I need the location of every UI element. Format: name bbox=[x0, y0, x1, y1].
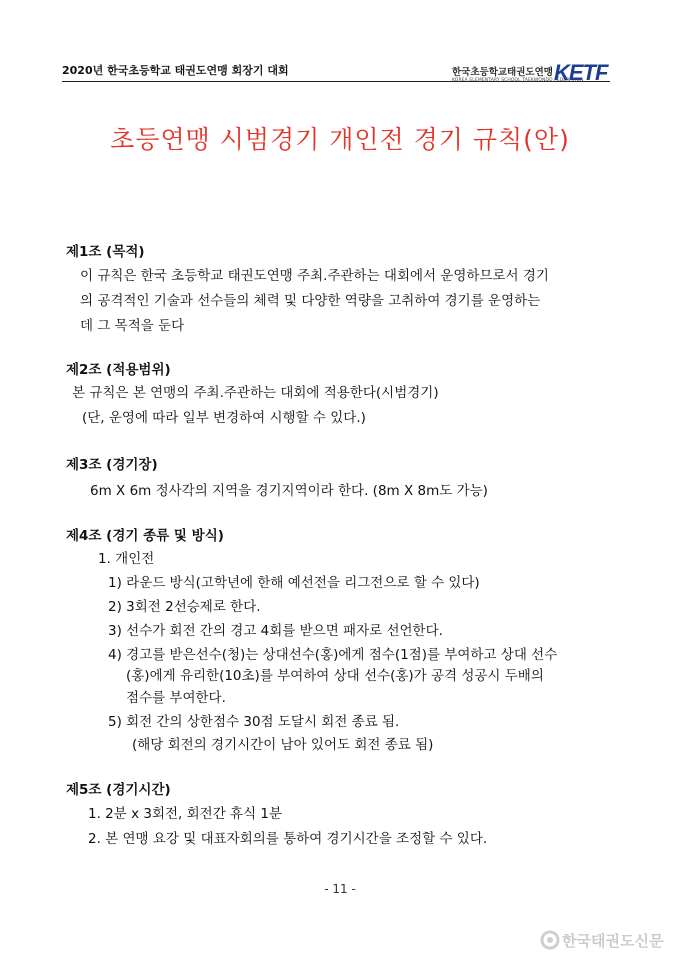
watermark-text: 한국태권도신문 bbox=[562, 932, 664, 950]
logo-mark: KETF bbox=[554, 60, 608, 85]
article4-line: 2) 3회전 2선승제로 한다. bbox=[108, 599, 261, 615]
article4-heading: 제4조 (경기 종류 및 방식) bbox=[66, 528, 224, 544]
article2-line: (단, 운영에 따라 일부 변경하여 시행할 수 있다.) bbox=[82, 410, 366, 426]
article3-line: 6m X 6m 정사각의 지역을 경기지역이라 한다. (8m X 8m도 가능) bbox=[90, 483, 488, 499]
article4-line: 1) 라운드 방식(고학년에 한해 예선전을 리그전으로 할 수 있다) bbox=[108, 575, 480, 591]
article4-sub-heading: 1. 개인전 bbox=[98, 551, 155, 567]
article5-heading: 제5조 (경기시간) bbox=[66, 782, 171, 798]
article4-line: 점수를 부여한다. bbox=[126, 690, 226, 706]
article3-heading: 제3조 (경기장) bbox=[66, 457, 158, 473]
ketf-logo bbox=[452, 60, 612, 92]
article1-heading: 제1조 (목적) bbox=[66, 244, 145, 260]
logo-org-name: 한국초등학교태권도연맹 bbox=[452, 67, 553, 78]
article4-line: 5) 회전 간의 상한점수 30점 도달시 회전 종료 됨. bbox=[108, 714, 400, 730]
article2-heading: 제2조 (적용범위) bbox=[66, 362, 171, 378]
article1-line: 데 그 목적을 둔다 bbox=[80, 318, 185, 334]
article2-line: 본 규칙은 본 연맹의 주최.주관하는 대회에 적용한다(시범경기) bbox=[72, 385, 439, 401]
document-title: 초등연맹 시범경기 개인전 경기 규칙(안) bbox=[110, 125, 570, 154]
article4-line: 4) 경고를 받은선수(청)는 상대선수(홍)에게 점수(1점)를 부여하고 상대 선수 bbox=[108, 647, 558, 663]
article1-line: 이 규칙은 한국 초등학교 태권도연맹 주최.주관하는 대회에서 운영하므로서 경기 bbox=[80, 268, 549, 284]
header-title: 2020년 한국초등학교 태권도연맹 회장기 대회 bbox=[62, 64, 289, 77]
article5-line: 1. 2분 x 3회전, 회전간 휴식 1분 bbox=[88, 806, 283, 822]
logo-org-subtitle: KOREA ELEMENTARY SCHOOL TAEKWONDO FEDERATION bbox=[452, 78, 584, 83]
header-divider bbox=[62, 81, 610, 82]
article4-line: 3) 선수가 회전 간의 경고 4회를 받으면 패자로 선언한다. bbox=[108, 623, 443, 639]
article4-line: (해당 회전의 경기시간이 남아 있어도 회전 종료 됨) bbox=[132, 737, 434, 753]
article1-line: 의 공격적인 기술과 선수들의 체력 및 다양한 역량을 고취하여 경기를 운영하는 bbox=[80, 293, 541, 309]
article4-line: (홍)에게 유리한(10초)를 부여하여 상대 선수(홍)가 공격 성공시 두배의 bbox=[126, 668, 544, 684]
watermark-icon bbox=[540, 928, 560, 950]
article5-line: 2. 본 연맹 요강 및 대표자회의를 통하여 경기시간을 조정할 수 있다. bbox=[88, 831, 488, 847]
page-number: - 11 - bbox=[324, 882, 356, 896]
